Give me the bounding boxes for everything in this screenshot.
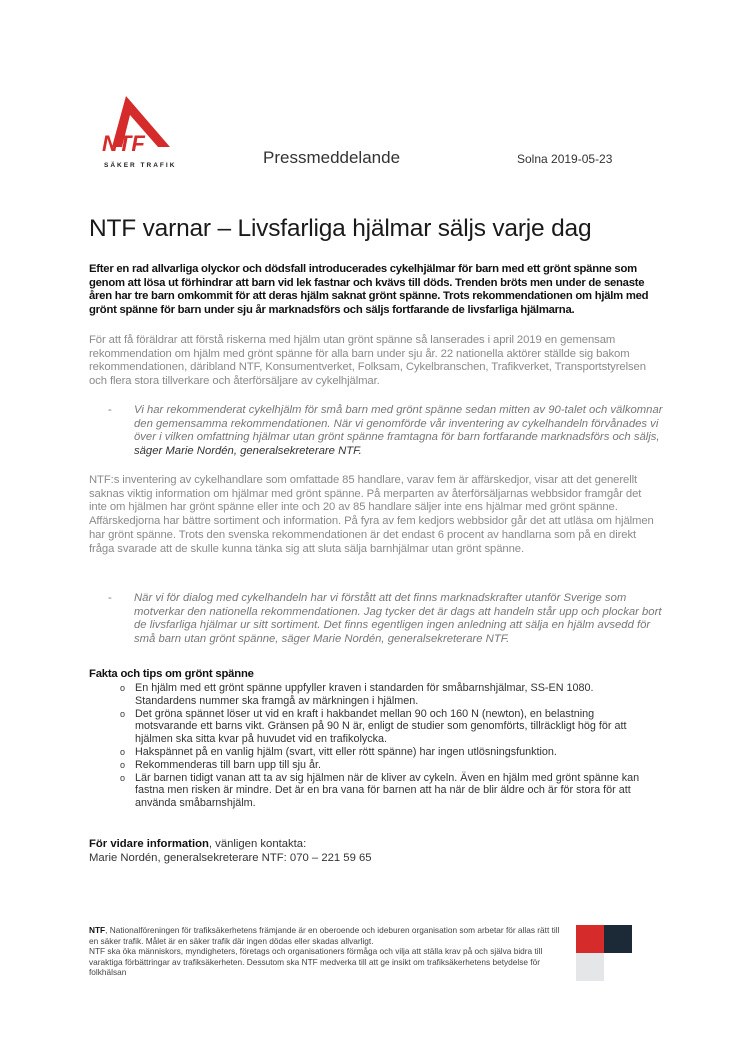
list-item [120, 682, 650, 708]
quote-1 [108, 404, 665, 459]
quote-dash: - [108, 592, 112, 604]
body-paragraph-2: NTF:s inventering av cykelhandlare som omfattade 85 handlare, varav fem är affärskedjor, visar att det generellt saknas viktig information om hjälmar med grönt spänne. På merparten av återförsäljarnas webbsidor framgår det inte om hjälmen har grönt spänne eller inte och 20 av 85 handlare säljer inte ens hjälmar med grönt spänne. Affärskedjorna har bättre sortiment och information. På fyra av fem kedjors webbsidor går det att utläsa om hjälmen har grönt spänne. Trots den svenska rekommendationen är det endast 6 procent av handlarna som på en direkt fråga svarade att de skulle kunna tänka sig att sluta sälja barnhjälmar utan grönt spänne. [89, 474, 654, 555]
logo-subtitle: SÄKER TRAFIK [104, 162, 177, 169]
bullet-icon: o [120, 683, 126, 693]
list-item-text: Rekommenderas till barn upp till sju år. [135, 758, 322, 771]
list-item [120, 708, 650, 746]
contact-label: För vidare information [89, 838, 209, 850]
list-item-text: Det gröna spännet löser ut vid en kraft i hakbandet mellan 90 och 160 N (newton), en belastning motsvarande ett barns vikt. Gränsen på 90 N är, enligt de studier som genomförts, tillräckligt hög för att hjälmen ska sitta kvar på huvudet vid en trafikolycka. [135, 707, 627, 746]
lead-paragraph: Efter en rad allvarliga olyckor och dödsfall introducerades cykelhjälmar för barn med ett grönt spänne som genom att lösa ut förhindrar att barn vid lek fastnar och kvävs till döds. Trenden bröts men under de senaste åren har tre barn omkommit för att deras hjälm saknat grönt spänne. Trots rekommendationen om hjälm med grönt spänne för barn under sju år marknadsförs och säljs fortfarande de livsfarliga hjälmarna. [89, 263, 649, 317]
bullet-icon: o [120, 708, 126, 719]
quote-2-text: När vi för dialog med cykelhandeln har vi förstått att det finns marknadskrafter utanför Sverige som motverkar den nationella rekommendationen. Jag tycker det är dags att handeln står upp och plockar bort de livsfarliga hjälmar ur sitt sortiment. Det finns egentligen ingen anledning att sälja en hjälm avsedd för små barn utan grönt spänne, säger Marie Nordén, generalsekreterare NTF. [134, 592, 662, 646]
quote-dash: - [108, 404, 112, 416]
brand-square-gray [576, 953, 604, 981]
list-item [120, 759, 650, 772]
list-item-text: Lär barnen tidigt vanan att ta av sig hjälmen när de kliver av cykeln. Även en hjälm med grönt spänne kan fastna men risken är mindre. Det är en bra vana för barnen att ha när de blir äldre och är för stora för att använda småbarnshjälm. [135, 771, 640, 810]
footer-org: NTF [89, 925, 106, 935]
footer-text-1: , Nationalföreningen för trafiksäkerhetens främjande är en oberoende och ideburen organisation som arbetar för allas rätt till en säker trafik. Målet är en säker trafik där ingen dödas eller skadas allvarligt. [89, 925, 560, 946]
body-paragraph-1: För att få föräldrar att förstå riskerna med hjälm utan grönt spänne så lanserades i april 2019 en gemensam rekommendation om hjälm med grönt spänne för alla barn under sju år. 22 nationella aktörer ställde sig bakom rekommendationen, däribland NTF, Konsumentverket, Folksam, Cykelbranschen, Trafikverket, Transportstyrelsen och flera stora tillverkare och återförsäljare av cykelhjälmar. [89, 334, 646, 388]
contact-person: Marie Nordén, generalsekreterare NTF: 070 – 221 59 65 [89, 851, 372, 864]
contact-label-rest: , vänligen kontakta: [208, 838, 307, 850]
facts-heading: Fakta och tips om grönt spänne [89, 668, 254, 680]
list-item-text: En hjälm med ett grönt spänne uppfyller kraven i standarden för småbarnshjälmar, SS-EN 1080. Standardens nummer ska framgå av märkningen i hjälmen. [135, 682, 594, 707]
facts-list [120, 682, 650, 810]
document-date: Solna 2019-05-23 [517, 152, 613, 166]
list-item-text: Hakspännet på en vanlig hjälm (svart, vitt eller rött spänne) har ingen utlösningsfunktion. [135, 745, 557, 758]
ntf-logo [100, 93, 172, 169]
list-item [120, 772, 650, 810]
bullet-icon: o [120, 772, 126, 783]
brand-square-navy [604, 925, 632, 953]
contact-block [89, 838, 372, 865]
bullet-icon: o [120, 746, 126, 757]
quote-1-text: Vi har rekommenderat cykelhjälm för små barn med grönt spänne sedan mitten av 90-talet och välkomnar den gemensamma rekommendationen. När vi genomförde vår inventering av cykelhandeln förvånades vi över i vilken omfattning hjälmar utan grönt spänne framtagna för barn fortfarande marknadsförs och säljs, [134, 404, 663, 444]
quote-1-attribution: säger Marie Nordén, generalsekreterare NTF. [134, 445, 362, 458]
list-item [120, 746, 650, 759]
bullet-icon: o [120, 759, 126, 770]
document-type: Pressmeddelande [263, 148, 401, 167]
quote-2 [108, 592, 665, 647]
page-title: NTF varnar – Livsfarliga hjälmar säljs varje dag [89, 215, 592, 242]
footer-text [89, 925, 569, 978]
brand-square-red [576, 925, 604, 953]
footer-text-2: NTF ska öka människors, myndigheters, företags och organisationers förmåga och vilja att ställa krav på och själva bidra till varaktiga förbättringar av trafiksäkerheten. Dessutom ska NTF medverka till att ge insikt om trafiksäkerhetens betydelse för folkhälsan [89, 946, 543, 978]
logo-text: NTF [102, 131, 145, 156]
